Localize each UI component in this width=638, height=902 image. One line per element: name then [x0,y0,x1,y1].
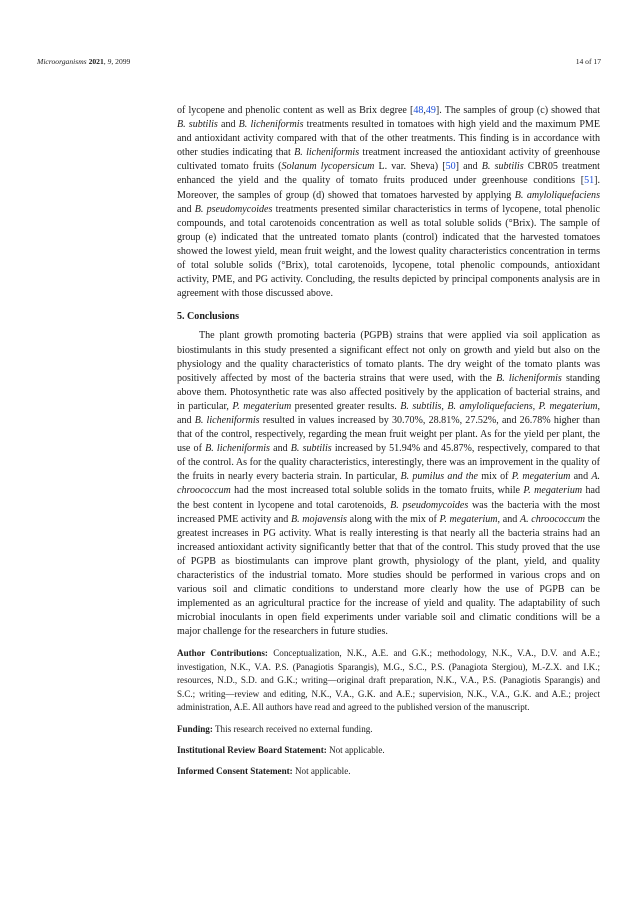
main-content [177,104,600,779]
funding-statement: Funding: This research received no external funding. [177,723,373,734]
author-contributions: Author Contributions: Conceptualization, N.K., A.E. and G.K.; methodology, N.K., V.A., D.V. and A.E.; investigation, N.K., V.A. P.S. (Panagiotis Sparangis), M.G., S.C., P.S. (Panagiota Stergiou), M.-Z.X. and I.K.; resources, N.D., S.D. and G.K.; writing—original draft preparation, N.K., V.A., P.S. (Panagiotis Sparangis) and S.C.; writing—review and editing, N.K., V.A., G.K. and A.E.; supervision, N.K., V.A., G.K. and A.E.; project administration, A.E. All authors have read and agreed to the published version of the manuscript. [177,648,600,713]
journal-citation: Microorganisms 2021, 9, 2099 [37,57,131,66]
citation-link[interactable]: 48 [413,105,424,116]
journal-year: 2021 [88,57,104,66]
irb-statement: Institutional Review Board Statement: Not applicable. [177,744,385,755]
article-number: 2099 [115,57,131,66]
journal-volume: 9 [107,57,112,66]
discussion-paragraph: of lycopene and phenolic content as well as Brix degree [48,49]. The samples of group (c) showed that B. subtilis and B. licheniformis treatments resulted in tomatoes with high yield and the maximum PME and antioxidant activity compared with that of the other treatments. This finding is in accordance with other studies indicating that B. licheniformis treatment increased the antioxidant activity of greenhouse cultivated tomato fruits (Solanum lycopersicum L. var. Sheva) [50] and B. subtilis CBR05 treatment enhanced the yield and the quality of tomato fruits produced under greenhouse conditions [51]. Moreover, the samples of group (d) showed that tomatoes harvested by applying B. amyloliquefaciens and B. pseudomycoides treatments presented similar characteristics in terms of lycopene, total phenolic compounds, and total carotenoids concentration as well as total soluble solids (°Brix). The sample of group (e) indicated that the untreated tomato plants (control) indicated that the harvested tomatoes showed the lowest yield, mean fruit weight, and the lowest quality characteristics concentration in terms of total soluble solids (°Brix), total carotenoids, lycopene, total phenolic compounds, antioxidant activity, PME, and PG activity. Concluding, the results depicted by principal components analysis are in agreement with those discussed above. [177,105,601,300]
journal-name: Microorganisms [37,57,87,66]
running-header [37,57,601,66]
section-heading: 5. Conclusions [177,311,239,323]
citation-link[interactable]: 50 [445,161,456,173]
citation-link[interactable]: 49 [425,105,436,116]
citation-link[interactable]: 51 [584,175,595,187]
page-number: 14 of 17 [575,57,601,66]
consent-statement: Informed Consent Statement: Not applicable. [177,766,351,777]
conclusions-paragraph: The plant growth promoting bacteria (PGPB) strains that were applied via soil application as biostimulants in this study presented a significant effect not only on growth and yield but also on the physiology and the quality characteristics of tomato plants. The dry weight of the tomato plants was positively affected by most of the bacteria strains that were used, with the B. licheniformis standing above them. Photosynthetic rate was also affected positively by the application of bacterial strains, and in particular, P. megaterium presented greater results. B. subtilis, B. amyloliquefaciens, P. megaterium, and B. licheniformis resulted in values increased by 30.70%, 28.81%, 27.52%, and 26.78% higher than that of the control, respectively, regarding the mean fruit weight per plant. As for the yield per plant, the use of B. licheniformis and B. subtilis increased by 51.94% and 45.87%, respectively, compared to that of the control. As for the quality characteristics, interestingly, there was an improvement in the quality of the fruits in nearly every bacteria strain. In particular, B. pumilus and the mix of P. megaterium and A. chroococcum had the most increased total soluble solids in the tomato fruits, while P. megaterium had the best content in lycopene and total carotenoids, B. pseudomycoides was the bacteria with the most increased PME activity and B. mojavensis along with the mix of P. megaterium, and A. chroococcum the greatest increases in PG activity. What is really interesting is that nearly all the bacteria strains had an increased antioxidant activity significantly better that that of the control. This study proved that the use of PGPB as biostimulants can improve plant growth, physiology of the plant, yield, and quality characteristics of the industrial tomato. More studies should be performed in various crops and on various soil and climatic conditions to understand more clearly how the use of PGPB can be implemented as an agricultural practice for the increase of yield and quality. The adaptability of such microbial inoculants in open field experiments under variable soil and climatic conditions will be a major challenge for the researchers in future studies. [177,330,601,638]
